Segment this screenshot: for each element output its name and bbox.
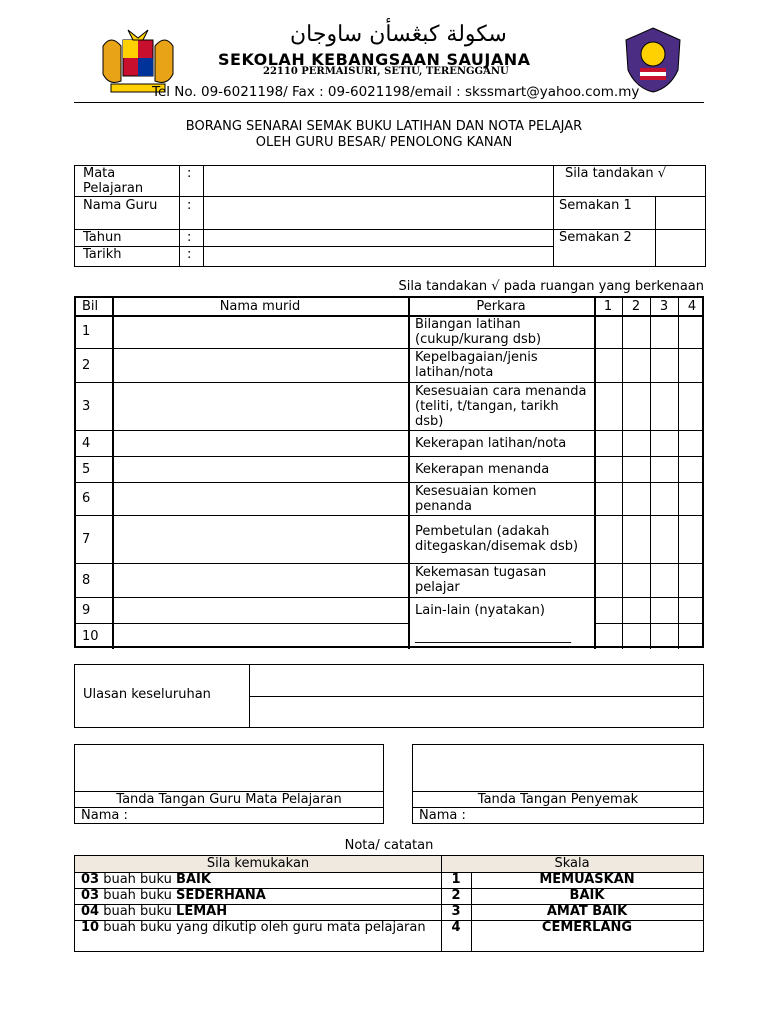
row-perkara: Pembetulan (adakah ditegaskan/disemak dsb)	[415, 524, 579, 554]
ulasan-line-1[interactable]	[251, 666, 703, 695]
row-perkara: Kepelbagaian/jenis latihan/nota	[415, 350, 538, 380]
nama-label-penyemak: Nama :	[419, 808, 466, 823]
tick-box-2[interactable]	[623, 349, 649, 381]
book-count: 03	[81, 888, 100, 903]
tarikh-field[interactable]	[204, 247, 552, 265]
level-label: BAIK	[176, 872, 211, 887]
tick-box-2[interactable]	[623, 316, 649, 347]
notes-row-text	[75, 920, 435, 951]
nama-murid-field[interactable]	[114, 624, 407, 648]
scale-number: 4	[451, 920, 461, 935]
row-perkara: Kekemasan tugasan pelajar	[415, 565, 547, 595]
nama-murid-field[interactable]	[114, 457, 407, 481]
tick-box-3[interactable]	[651, 457, 677, 481]
header-c3: 3	[659, 299, 669, 314]
tick-box-2[interactable]	[623, 431, 649, 455]
tick-box-2[interactable]	[623, 383, 649, 429]
header-nama: Nama murid	[219, 299, 301, 314]
nama-label-guru: Nama :	[81, 808, 128, 823]
colon: :	[187, 247, 192, 262]
label-tahun: Tahun	[83, 230, 122, 245]
ulasan-label: Ulasan keseluruhan	[83, 687, 211, 702]
label-nama-guru: Nama Guru	[83, 198, 158, 213]
header-c1: 1	[603, 299, 613, 314]
row-perkara: Bilangan latihan (cukup/kurang dsb)	[415, 316, 542, 347]
tick-box-1[interactable]	[595, 598, 621, 622]
tick-box-3[interactable]	[651, 349, 677, 381]
school-badge-logo	[620, 26, 686, 98]
mata-pelajaran-field[interactable]	[204, 167, 552, 195]
label-tarikh: Tarikh	[83, 247, 122, 262]
tick-box-2[interactable]	[623, 564, 649, 596]
tick-box-1[interactable]	[595, 457, 621, 481]
nama-murid-field[interactable]	[114, 349, 407, 381]
nama-murid-field[interactable]	[114, 516, 407, 562]
tick-box-4[interactable]	[679, 483, 705, 514]
nama-murid-field[interactable]	[114, 564, 407, 596]
ulasan-line-2[interactable]	[251, 698, 703, 726]
notes-title: Nota/ catatan	[344, 838, 434, 853]
tick-box-3[interactable]	[651, 316, 677, 347]
tick-box-2[interactable]	[623, 483, 649, 514]
tick-box-4[interactable]	[679, 457, 705, 481]
row-bil: 7	[82, 531, 91, 547]
colon: :	[187, 198, 192, 213]
notes-text: buah buku	[99, 872, 177, 887]
tick-box-4[interactable]	[679, 624, 705, 648]
tick-box-4[interactable]	[679, 316, 705, 347]
tick-box-3[interactable]	[651, 516, 677, 562]
row-bil: 9	[82, 602, 91, 618]
tick-box-3[interactable]	[651, 598, 677, 622]
tick-box-1[interactable]	[595, 624, 621, 648]
scale-number: 3	[451, 904, 461, 919]
tick-box-1[interactable]	[595, 516, 621, 562]
header-c2: 2	[631, 299, 641, 314]
tick-box-2[interactable]	[623, 516, 649, 562]
notes-row-text	[75, 904, 435, 920]
signature-area-guru[interactable]	[76, 746, 382, 790]
notes-text: buah buku	[99, 904, 177, 919]
signature-label-penyemak: Tanda Tangan Penyemak	[477, 792, 639, 807]
row-perkara: ________________________	[415, 628, 571, 644]
scale-label: MEMUASKAN	[539, 872, 635, 887]
scale-number: 2	[451, 888, 461, 903]
row-perkara: Lain-lain (nyatakan)	[415, 602, 545, 618]
nama-murid-field[interactable]	[114, 483, 407, 514]
tick-box-1[interactable]	[595, 483, 621, 514]
nama-murid-field[interactable]	[114, 431, 407, 455]
scale-number: 1	[451, 872, 461, 887]
signature-box-penyemak	[412, 744, 704, 824]
row-bil: 6	[82, 491, 91, 506]
tick-box-4[interactable]	[679, 383, 705, 429]
nama-murid-field[interactable]	[114, 598, 407, 622]
semakan-2-checkbox[interactable]	[656, 230, 705, 266]
tick-box-4[interactable]	[679, 598, 705, 622]
ulasan-box	[74, 664, 704, 728]
tick-box-3[interactable]	[651, 383, 677, 429]
row-perkara: Kesesuaian cara menanda (teliti, t/tangan, tarikh dsb)	[415, 383, 587, 429]
notes-col-sila: Sila kemukakan	[206, 856, 310, 871]
label-sila-tandakan: Sila tandakan √	[565, 166, 667, 181]
tick-box-1[interactable]	[595, 431, 621, 455]
scale-label: AMAT BAIK	[546, 904, 628, 919]
row-bil: 5	[82, 461, 91, 477]
notes-text: buah buku	[99, 888, 177, 903]
signature-box-guru	[74, 744, 384, 824]
tick-box-1[interactable]	[595, 564, 621, 596]
tick-box-4[interactable]	[679, 516, 705, 562]
row-perkara: Kesesuaian komen penanda	[415, 483, 537, 514]
notes-col-skala: Skala	[554, 856, 590, 871]
school-address: 22110 PERMAISURI, SETIU, TERENGGANU	[263, 66, 509, 77]
row-bil: 3	[82, 398, 91, 414]
tick-box-1[interactable]	[595, 383, 621, 429]
tick-box-2[interactable]	[623, 624, 649, 648]
level-label: LEMAH	[176, 904, 228, 919]
row-bil: 10	[82, 628, 99, 644]
tick-box-4[interactable]	[679, 349, 705, 381]
school-name: SEKOLAH KEBANGSAAN SAUJANA	[218, 50, 531, 69]
row-perkara: Kekerapan menanda	[415, 461, 550, 477]
label-semakan-1: Semakan 1	[559, 198, 632, 213]
tick-box-4[interactable]	[679, 431, 705, 455]
colon: :	[187, 166, 192, 181]
notes-table	[74, 855, 704, 952]
tick-box-3[interactable]	[651, 431, 677, 455]
header-perkara: Perkara	[476, 299, 526, 314]
tick-box-2[interactable]	[623, 457, 649, 481]
form-title-line2: OLEH GURU BESAR/ PENOLONG KANAN	[255, 135, 513, 150]
scale-label: CEMERLANG	[541, 920, 633, 935]
tick-box-3[interactable]	[651, 624, 677, 648]
label-mata-pelajaran: Mata Pelajaran	[83, 166, 144, 196]
school-contact: Tel No. 09-6021198/ Fax : 09-6021198/email : skssmart@yahoo.com.my	[152, 84, 640, 100]
notes-row-text	[75, 872, 435, 888]
header-divider	[74, 102, 704, 103]
header-c4: 4	[687, 299, 697, 314]
notes-row-text	[75, 888, 435, 904]
book-count: 04	[81, 904, 100, 919]
arabic-school-name: سكولة كبڠسأن ساوجان	[290, 22, 507, 47]
semakan-1-checkbox[interactable]	[656, 197, 705, 229]
checklist-table	[74, 296, 704, 648]
book-count: 03	[81, 872, 100, 887]
scale-label: BAIK	[569, 888, 605, 903]
nama-murid-field[interactable]	[114, 316, 407, 347]
info-table	[74, 165, 706, 267]
notes-text: buah buku yang dikutip oleh guru mata pelajaran	[99, 920, 426, 935]
instruction-text: Sila tandakan √ pada ruangan yang berkenaan	[398, 279, 704, 294]
tick-box-4[interactable]	[679, 564, 705, 596]
nama-guru-field[interactable]	[204, 197, 552, 228]
form-title-line1: BORANG SENARAI SEMAK BUKU LATIHAN DAN NOTA PELAJAR	[185, 119, 583, 134]
tick-box-3[interactable]	[651, 564, 677, 596]
row-bil: 4	[82, 435, 91, 451]
signature-label-guru: Tanda Tangan Guru Mata Pelajaran	[116, 792, 342, 807]
row-bil: 8	[82, 572, 91, 588]
tick-box-1[interactable]	[595, 349, 621, 381]
row-bil: 2	[82, 357, 91, 373]
level-label: SEDERHANA	[176, 888, 266, 903]
tick-box-3[interactable]	[651, 483, 677, 514]
colon: :	[187, 230, 192, 245]
label-semakan-2: Semakan 2	[559, 230, 632, 245]
nama-murid-field[interactable]	[114, 383, 407, 429]
tick-box-2[interactable]	[623, 598, 649, 622]
signature-area-penyemak[interactable]	[414, 746, 702, 790]
tahun-field[interactable]	[204, 230, 552, 245]
header-bil: Bil	[82, 299, 99, 314]
tick-box-1[interactable]	[595, 316, 621, 347]
book-count: 10	[81, 920, 100, 935]
row-bil: 1	[82, 324, 91, 339]
row-perkara: Kekerapan latihan/nota	[415, 435, 567, 451]
